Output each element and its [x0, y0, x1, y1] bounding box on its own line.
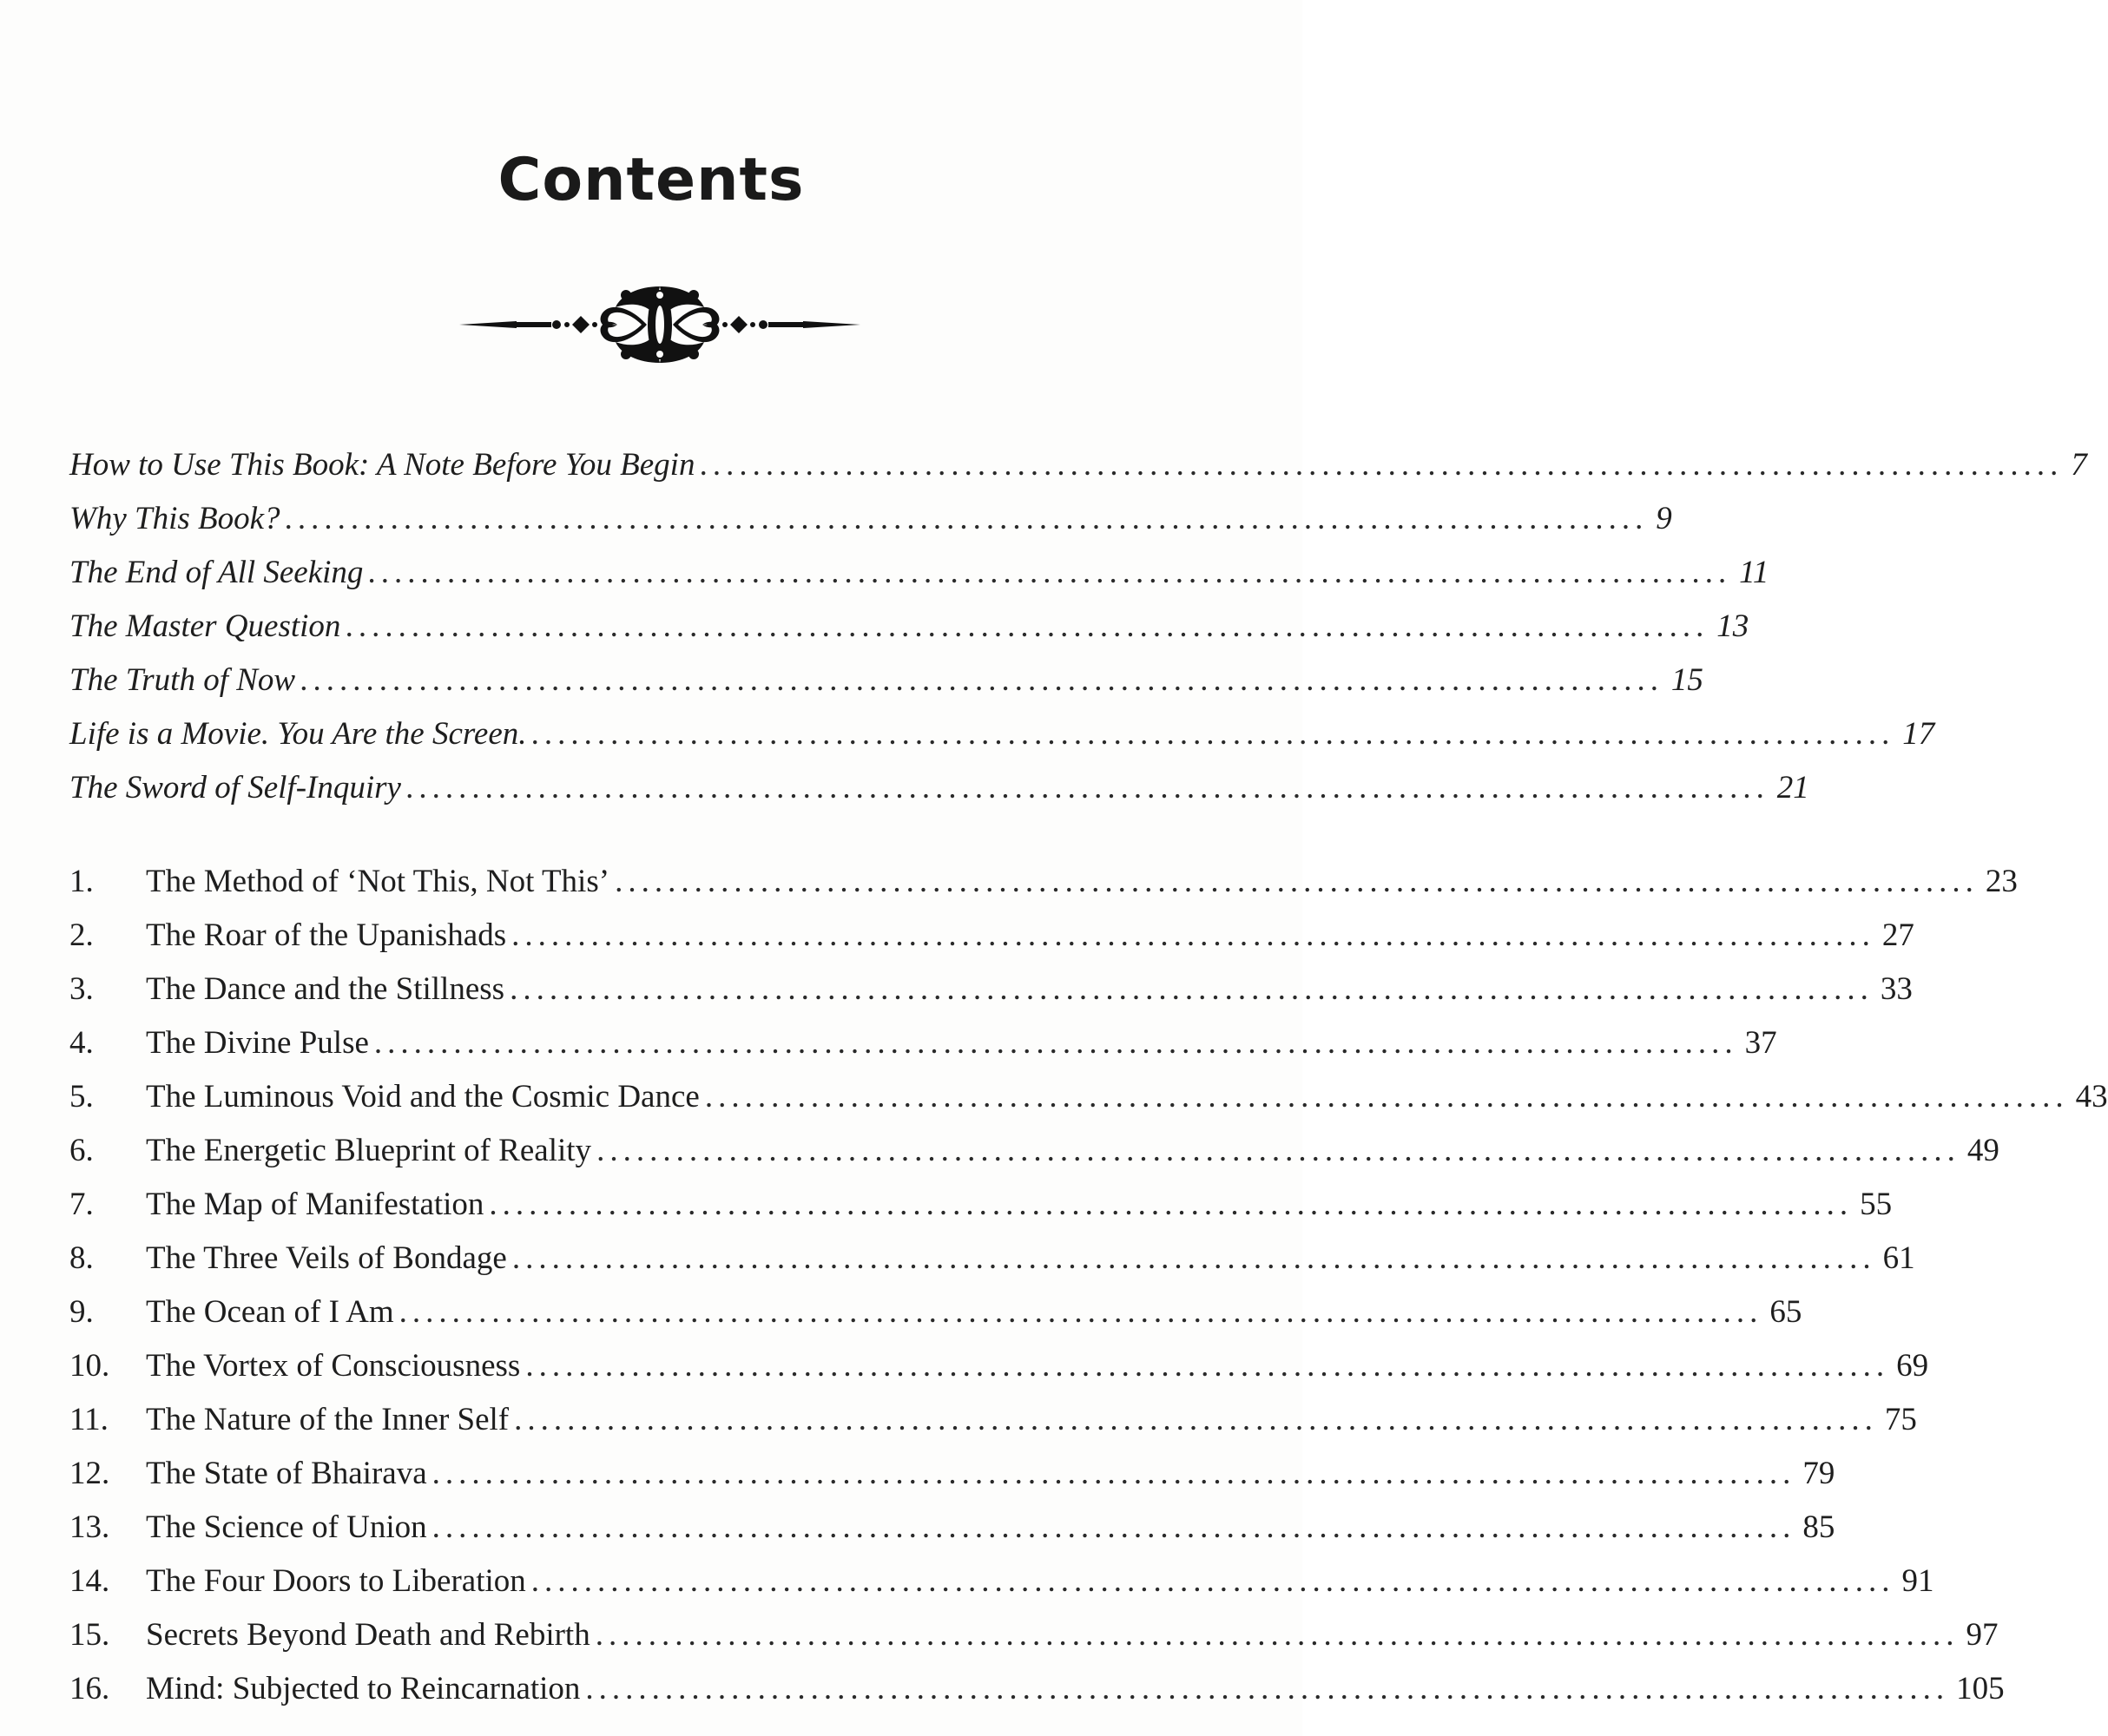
entry-page: 17	[1902, 716, 1935, 752]
chapter-title: The Four Doors to Liberation	[146, 1563, 526, 1599]
toc-chapter[interactable]	[69, 1505, 1835, 1550]
entry-page: 7	[2071, 447, 2087, 483]
entry-page: 15	[1670, 662, 1703, 698]
chapter-page: 37	[1744, 1025, 1777, 1061]
chapter-number: 1.	[69, 864, 94, 899]
chapter-title: Mind: Subjected to Reincarnation	[146, 1671, 581, 1706]
toc-entry[interactable]	[69, 550, 1769, 595]
chapter-page: 43	[2075, 1079, 2108, 1115]
chapter-number: 11.	[69, 1402, 109, 1437]
chapter-number: 16.	[69, 1671, 110, 1706]
dot-leader: .......................................................................................................	[514, 1402, 1878, 1437]
dot-leader: .......................................................................................................	[704, 1079, 2069, 1115]
toc-entry[interactable]	[69, 604, 1749, 649]
entry-page: 21	[1776, 770, 1809, 806]
entry-title: The End of All Seeking	[69, 555, 364, 590]
chapter-title: The Dance and the Stillness	[146, 971, 505, 1007]
chapter-number: 12.	[69, 1456, 110, 1491]
toc-entry[interactable]	[69, 496, 1672, 542]
chapter-page: 91	[1901, 1563, 1934, 1599]
dot-leader: .......................................................................................................	[373, 1025, 1738, 1061]
entry-title: The Sword of Self-Inquiry	[69, 770, 401, 806]
chapter-number: 6.	[69, 1133, 94, 1168]
chapter-number: 8.	[69, 1240, 94, 1276]
chapter-title: The Divine Pulse	[146, 1025, 369, 1061]
toc-chapter[interactable]	[69, 1075, 2108, 1120]
toc-entry[interactable]	[69, 658, 1703, 703]
chapter-title: The Vortex of Consciousness	[146, 1348, 521, 1384]
chapter-number: 4.	[69, 1025, 94, 1061]
toc-entry[interactable]	[69, 766, 1809, 811]
chapter-title: The Nature of the Inner Self	[146, 1402, 510, 1437]
entry-page: 11	[1739, 555, 1769, 590]
dot-leader: .......................................................................................................	[431, 1456, 1796, 1491]
chapter-title: The Energetic Blueprint of Reality	[146, 1133, 592, 1168]
chapter-number: 7.	[69, 1187, 94, 1222]
dot-leader: .......................................................................................................	[596, 1133, 1960, 1168]
chapter-page: 55	[1860, 1187, 1893, 1222]
entry-title: The Master Question	[69, 608, 341, 644]
chapter-page: 61	[1882, 1240, 1915, 1276]
dot-leader: .......................................................................................................	[399, 1294, 1763, 1330]
chapter-title: The Three Veils of Bondage	[146, 1240, 507, 1276]
chapter-page: 79	[1802, 1456, 1835, 1491]
dot-leader: .......................................................................................................	[431, 1509, 1796, 1545]
toc-chapter[interactable]	[69, 1128, 1999, 1174]
dot-leader: .......................................................................................................	[285, 501, 1650, 536]
toc-chapter[interactable]	[69, 1236, 1915, 1281]
chapter-number: 9.	[69, 1294, 94, 1330]
chapter-page: 85	[1802, 1509, 1835, 1545]
chapter-page: 105	[1956, 1671, 2005, 1706]
chapter-title: Secrets Beyond Death and Rebirth	[146, 1617, 590, 1653]
toc-chapter[interactable]	[69, 1182, 1893, 1227]
chapter-title: The Science of Union	[146, 1509, 427, 1545]
toc-chapter[interactable]	[69, 1613, 1999, 1658]
entry-page: 13	[1716, 608, 1749, 644]
chapter-title: The Luminous Void and the Cosmic Dance	[146, 1079, 700, 1115]
dot-leader: .......................................................................................................	[700, 447, 2065, 483]
toc-chapter[interactable]	[69, 913, 1914, 958]
dot-leader: .......................................................................................................	[346, 608, 1710, 644]
chapter-page: 97	[1966, 1617, 1999, 1653]
page-title: Contents	[497, 146, 805, 214]
chapter-page: 23	[1985, 864, 2018, 899]
toc-entry[interactable]	[69, 712, 1935, 757]
chapter-number: 3.	[69, 971, 94, 1007]
chapter-page: 69	[1896, 1348, 1929, 1384]
chapter-page: 33	[1880, 971, 1913, 1007]
entry-title: How to Use This Book: A Note Before You Begin	[69, 447, 695, 483]
chapter-page: 27	[1881, 917, 1914, 953]
chapter-title: The Map of Manifestation	[146, 1187, 484, 1222]
dot-leader: .......................................................................................................	[489, 1187, 1854, 1222]
chapter-number: 14.	[69, 1563, 110, 1599]
entry-title: The Truth of Now	[69, 662, 296, 698]
dot-leader: .......................................................................................................	[510, 971, 1874, 1007]
dot-leader: .......................................................................................................	[585, 1671, 1950, 1706]
entry-title: Why This Book?	[69, 501, 280, 536]
chapter-title: The Ocean of I Am	[146, 1294, 394, 1330]
chapter-number: 5.	[69, 1079, 94, 1115]
toc-entry[interactable]	[69, 443, 2087, 488]
chapter-page: 65	[1769, 1294, 1802, 1330]
toc-chapter[interactable]	[69, 967, 1913, 1012]
dot-leader: .......................................................................................................	[530, 1563, 1895, 1599]
toc-chapter[interactable]	[69, 1344, 1929, 1389]
ornament-icon	[456, 276, 864, 373]
toc-chapter[interactable]	[69, 1021, 1777, 1066]
dot-leader: .......................................................................................................	[595, 1617, 1960, 1653]
toc-chapter[interactable]	[69, 1397, 1917, 1443]
chapter-page: 49	[1966, 1133, 1999, 1168]
dot-leader: .......................................................................................................	[511, 917, 1875, 953]
toc-chapter[interactable]	[69, 1290, 1802, 1335]
chapter-number: 13.	[69, 1509, 110, 1545]
dot-leader: .......................................................................................................	[511, 1240, 1876, 1276]
dot-leader: .......................................................................................................	[615, 864, 1979, 899]
dot-leader: .......................................................................................................	[525, 1348, 1890, 1384]
dot-leader: .......................................................................................................	[368, 555, 1733, 590]
dot-leader: .......................................................................................................	[405, 770, 1770, 806]
toc-chapter[interactable]	[69, 1667, 2005, 1712]
entry-title: Life is a Movie. You Are the Screen.	[69, 716, 527, 752]
chapter-number: 2.	[69, 917, 94, 953]
toc-chapter[interactable]	[69, 859, 2018, 904]
toc-chapter[interactable]	[69, 1559, 1934, 1604]
chapter-title: The Roar of the Upanishads	[146, 917, 507, 953]
chapter-number: 10.	[69, 1348, 110, 1384]
dot-leader: .......................................................................................................	[531, 716, 1896, 752]
chapter-title: The Method of ‘Not This, Not This’	[146, 864, 610, 899]
entry-page: 9	[1656, 501, 1672, 536]
chapter-number: 15.	[69, 1617, 110, 1653]
toc-chapter[interactable]	[69, 1451, 1835, 1496]
chapter-page: 75	[1884, 1402, 1917, 1437]
chapter-title: The State of Bhairava	[146, 1456, 427, 1491]
dot-leader: .......................................................................................................	[300, 662, 1664, 698]
